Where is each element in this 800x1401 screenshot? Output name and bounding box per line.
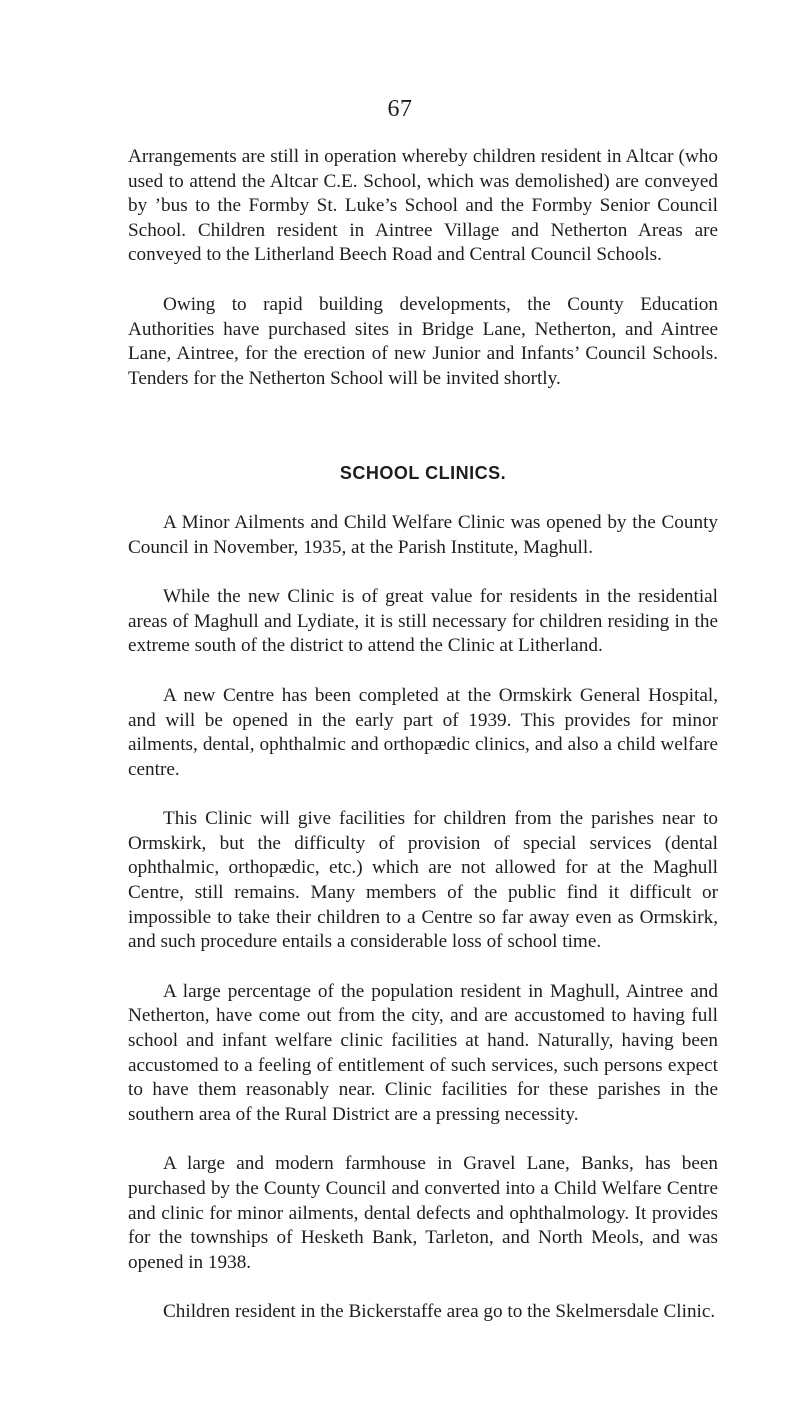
paragraph-ormskirk-centre: A new Centre has been completed at the Ormskirk General Hospital, and will be opened in the early part of 1939. This provides for minor ailments, dental, ophthalmic and orthopædic clinics, and also a child welfare centre.	[128, 684, 718, 780]
paragraph-population-needs: A large percentage of the population resident in Maghull, Aintree and Netherton, have come out from the city, and are accustomed to having full school and infant welfare clinic facilities at hand. Naturally, having been accustomed to a feeling of entitlement of such services, such persons expect to have them reasonably near. Clinic facilities for these parishes in the southern area of the Rural District are a pressing necessity.	[128, 980, 718, 1125]
paragraph-special-services: This Clinic will give facilities for children from the parishes near to Ormskirk, but the difficulty of provision of special services (dental ophthalmic, orthopædic, etc.) which are not allowed for at the Maghull Centre, still remains. Many members of the public find it difficult or impossible to take their children to a Centre so far away even as Ormskirk, and such procedure entails a considerable loss of school time.	[128, 808, 718, 953]
paragraph-maghull-clinic-opened: A Minor Ailments and Child Welfare Clinic was opened by the County Council in November, 1935, at the Parish Institute, Maghull.	[128, 511, 718, 558]
section-heading-school-clinics: SCHOOL CLINICS.	[339, 463, 507, 484]
page-number: 67	[387, 96, 413, 122]
paragraph-altcar-transport: Arrangements are still in operation whereby children resident in Altcar (who used to attend the Altcar C.E. School, which was demolished) are conveyed by ’bus to the Formby St. Luke’s School and the Formby Senior Council School. Children resident in Aintree Village and Netherton Areas are conveyed to the Litherland Beech Road and Central Council Schools.	[128, 146, 718, 266]
paragraph-bickerstaffe: Children resident in the Bickerstaffe area go to the Skelmersdale Clinic.	[163, 1301, 716, 1323]
paragraph-banks-farmhouse: A large and modern farmhouse in Gravel Lane, Banks, has been purchased by the County Council and converted into a Child Welfare Centre and clinic for minor ailments, dental defects and ophthalmology. It provides for the townships of Hesketh Bank, Tarleton, and North Meols, and was opened in 1938.	[128, 1153, 718, 1273]
paragraph-new-school-sites: Owing to rapid building developments, the County Education Authorities have purchased sites in Bridge Lane, Netherton, and Aintree Lane, Aintree, for the erection of new Junior and Infants’ Council Schools. Tenders for the Netherton School will be invited shortly.	[128, 293, 718, 389]
paragraph-litherland-clinic: While the new Clinic is of great value for residents in the residential areas of Maghull and Lydiate, it is still necessary for children residing in the extreme south of the district to attend the Clinic at Litherland.	[128, 586, 718, 657]
document-body	[128, 145, 718, 1325]
